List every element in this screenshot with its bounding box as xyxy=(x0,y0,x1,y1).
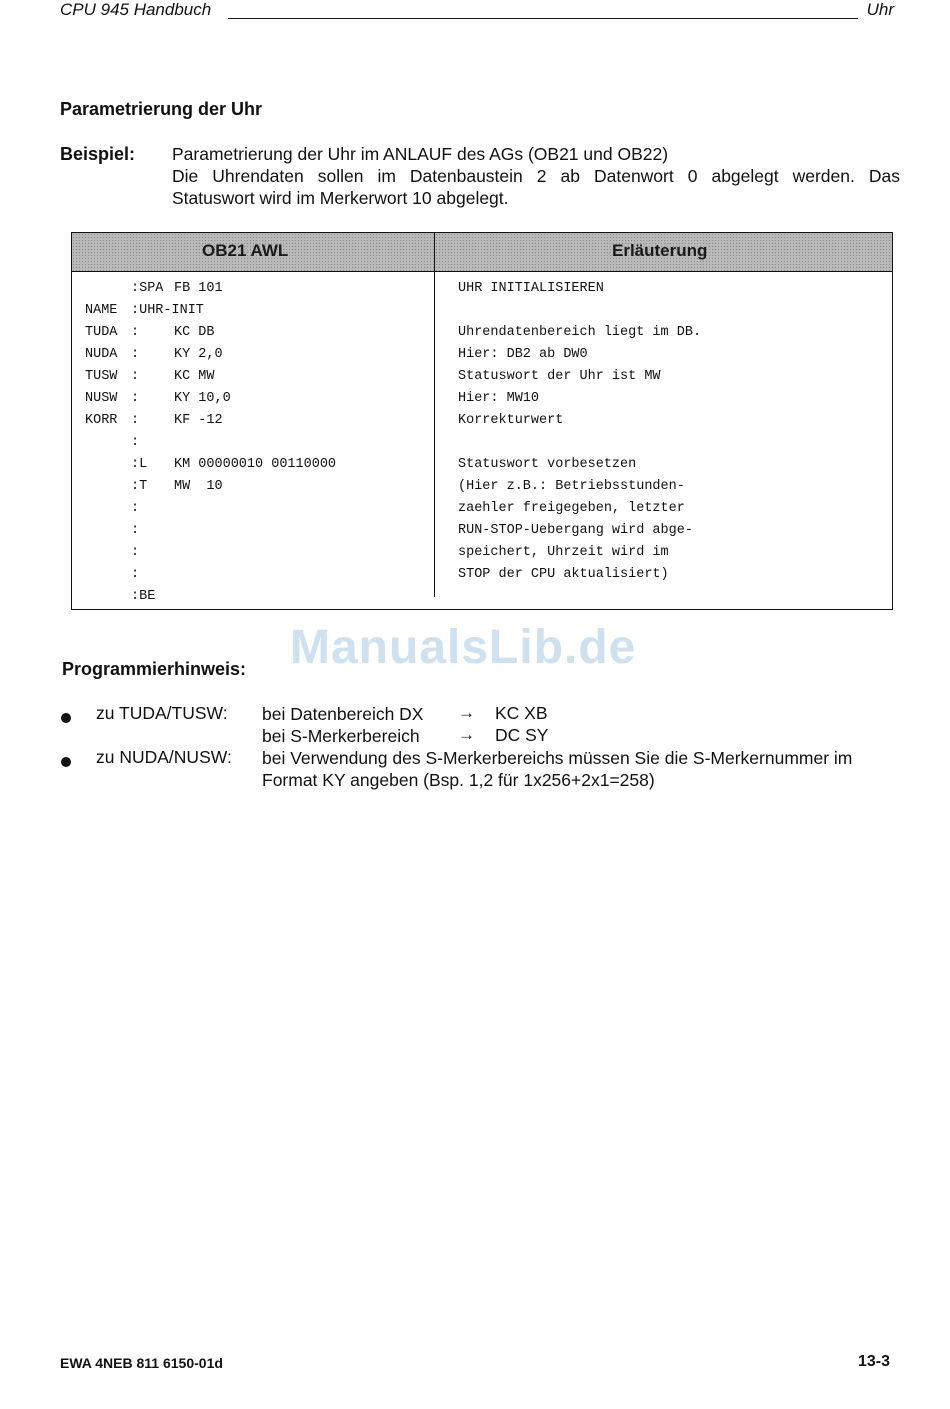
example-line-1: Parametrierung der Uhr im ANLAUF des AGs (OB21 und OB22) xyxy=(172,144,669,164)
hint-tuda-code-2: DC SY xyxy=(495,725,549,745)
code-operand: KY 2,0 xyxy=(174,347,223,362)
code-row xyxy=(85,435,425,457)
explanation-row: UHR INITIALISIEREN xyxy=(458,281,604,296)
code-label: TUDA xyxy=(85,325,118,340)
example-line-2: Die Uhrendaten sollen im Datenbaustein 2 ab Datenwort 0 abgelegt werden. Das xyxy=(172,166,900,186)
code-operation: : xyxy=(131,391,140,406)
code-operand: KM 00000010 00110000 xyxy=(174,457,337,472)
explanation-row xyxy=(458,303,878,325)
hint-tuda-line-2: bei S-Merkerbereich xyxy=(262,726,420,746)
code-row xyxy=(85,523,425,545)
hint-key-tuda: zu TUDA/TUSW: xyxy=(96,703,228,723)
code-row xyxy=(85,347,425,369)
explanation-row: zaehler freigegeben, letzter xyxy=(458,501,685,516)
code-row xyxy=(85,303,425,325)
code-operation: : xyxy=(131,413,140,428)
footer-page-number: 13-3 xyxy=(857,1353,890,1370)
code-operand: KC MW xyxy=(174,369,215,384)
explanation-row: (Hier z.B.: Betriebsstunden- xyxy=(458,479,685,494)
code-operand: MW 10 xyxy=(174,479,223,494)
code-label: NAME xyxy=(85,303,118,318)
code-row xyxy=(85,413,425,435)
code-operation: : xyxy=(131,435,140,450)
code-operand: KF -12 xyxy=(174,413,223,428)
explanation-row: Korrekturwert xyxy=(458,413,564,428)
code-row xyxy=(85,391,425,413)
code-row xyxy=(85,545,425,567)
code-label: NUDA xyxy=(85,347,118,362)
code-operation: : xyxy=(131,523,140,538)
program-table xyxy=(71,232,893,610)
code-operation: : xyxy=(131,567,140,582)
table-header-code: OB21 AWL xyxy=(202,241,289,260)
header-chapter: Uhr xyxy=(866,0,894,19)
code-row xyxy=(85,281,425,303)
explanation-row xyxy=(458,435,878,457)
example-text xyxy=(172,143,900,209)
code-operation: :SPA xyxy=(131,281,164,296)
explanation-row: Hier: DB2 ab DW0 xyxy=(458,347,588,362)
code-operand: FB 101 xyxy=(174,281,223,296)
code-operand: KC DB xyxy=(174,325,215,340)
explanation-row: Statuswort vorbesetzen xyxy=(458,457,637,472)
code-operation: :L xyxy=(131,457,148,472)
explanation-row: Uhrendatenbereich liegt im DB. xyxy=(458,325,702,340)
hint-title: Programmierhinweis: xyxy=(62,659,247,679)
explanation-row: Statuswort der Uhr ist MW xyxy=(458,369,661,384)
code-operation: : xyxy=(131,545,140,560)
arrow-icon: → xyxy=(458,725,475,744)
code-label: TUSW xyxy=(85,369,118,384)
code-operand: KY 10,0 xyxy=(174,391,231,406)
bullet-1 xyxy=(61,713,71,723)
explanation-row: speichert, Uhrzeit wird im xyxy=(458,545,669,560)
code-operation: : xyxy=(131,325,140,340)
hint-tuda-line-1: bei Datenbereich DX xyxy=(262,704,424,724)
hint-tuda-code-1: KC XB xyxy=(495,703,548,723)
code-operation: :UHR-INIT xyxy=(131,303,204,318)
code-row xyxy=(85,589,425,611)
watermark: ManualsLib.de xyxy=(290,621,637,674)
bullet-2 xyxy=(61,757,71,767)
code-column xyxy=(85,281,425,611)
hint-key-nuda: zu NUDA/NUSW: xyxy=(96,747,232,767)
code-label: NUSW xyxy=(85,391,118,406)
hint-nuda-line-2: Format KY angeben (Bsp. 1,2 für 1x256+2x1=258) xyxy=(262,770,655,790)
code-row xyxy=(85,325,425,347)
explanation-row: RUN-STOP-Uebergang wird abge- xyxy=(458,523,693,538)
explanation-row: STOP der CPU aktualisiert) xyxy=(458,567,669,582)
code-row xyxy=(85,501,425,523)
code-row xyxy=(85,479,425,501)
explanation-column xyxy=(458,281,878,589)
table-header xyxy=(72,233,892,272)
table-header-explanation: Erläuterung xyxy=(612,241,708,260)
explanation-row: Hier: MW10 xyxy=(458,391,540,406)
code-label: KORR xyxy=(85,413,118,428)
footer-doc-number: EWA 4NEB 811 6150-01d xyxy=(60,1355,223,1371)
code-row xyxy=(85,369,425,391)
code-row xyxy=(85,457,425,479)
code-operation: : xyxy=(131,501,140,516)
section-title: Parametrierung der Uhr xyxy=(60,99,263,119)
example-label: Beispiel: xyxy=(60,144,136,164)
header-title: CPU 945 Handbuch xyxy=(60,0,212,19)
example-line-3: Statuswort wird im Merkerwort 10 abgelegt. xyxy=(172,188,509,208)
code-operation: :T xyxy=(131,479,148,494)
header-rule xyxy=(228,18,858,19)
code-operation: :BE xyxy=(131,589,156,604)
column-divider xyxy=(434,233,435,597)
arrow-icon: → xyxy=(458,703,475,722)
code-row xyxy=(85,567,425,589)
code-operation: : xyxy=(131,369,140,384)
hint-nuda-line-1: bei Verwendung des S-Merkerbereichs müssen Sie die S-Merkernummer im xyxy=(262,748,853,768)
code-operation: : xyxy=(131,347,140,362)
